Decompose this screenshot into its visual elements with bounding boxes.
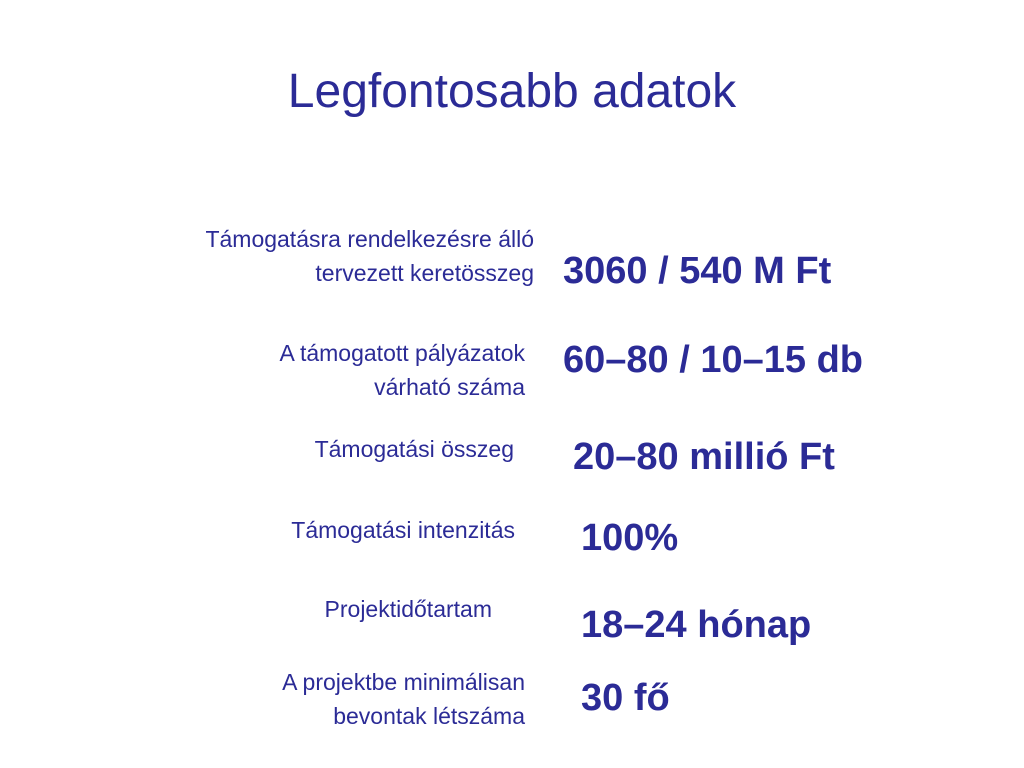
row-value-headcount: 30 fő <box>581 677 670 719</box>
row-value-intensity: 100% <box>581 517 679 559</box>
label-line: Támogatási összeg <box>314 436 514 462</box>
row-label-headcount <box>282 665 525 733</box>
label-line: bevontak létszáma <box>333 703 525 729</box>
row-value-applications: 60–80 / 10–15 db <box>563 339 863 381</box>
label-line: A projektbe minimálisan <box>282 669 525 695</box>
label-line: Támogatásra rendelkezésre álló <box>205 226 534 252</box>
row-label-duration <box>325 592 492 626</box>
row-label-applications <box>280 336 526 404</box>
row-value-amount: 20–80 millió Ft <box>573 436 835 478</box>
row-value-duration: 18–24 hónap <box>581 604 812 646</box>
row-value-budget: 3060 / 540 M Ft <box>563 250 832 292</box>
slide-title: Legfontosabb adatok <box>287 65 737 118</box>
label-line: tervezett keretösszeg <box>315 260 534 286</box>
label-line: Támogatási intenzitás <box>291 517 515 543</box>
label-line: várható száma <box>374 374 525 400</box>
row-label-intensity <box>291 513 515 547</box>
label-line: Projektidőtartam <box>324 596 492 622</box>
row-label-budget <box>205 222 534 290</box>
label-line: A támogatott pályázatok <box>279 340 525 366</box>
row-label-amount <box>315 432 514 466</box>
